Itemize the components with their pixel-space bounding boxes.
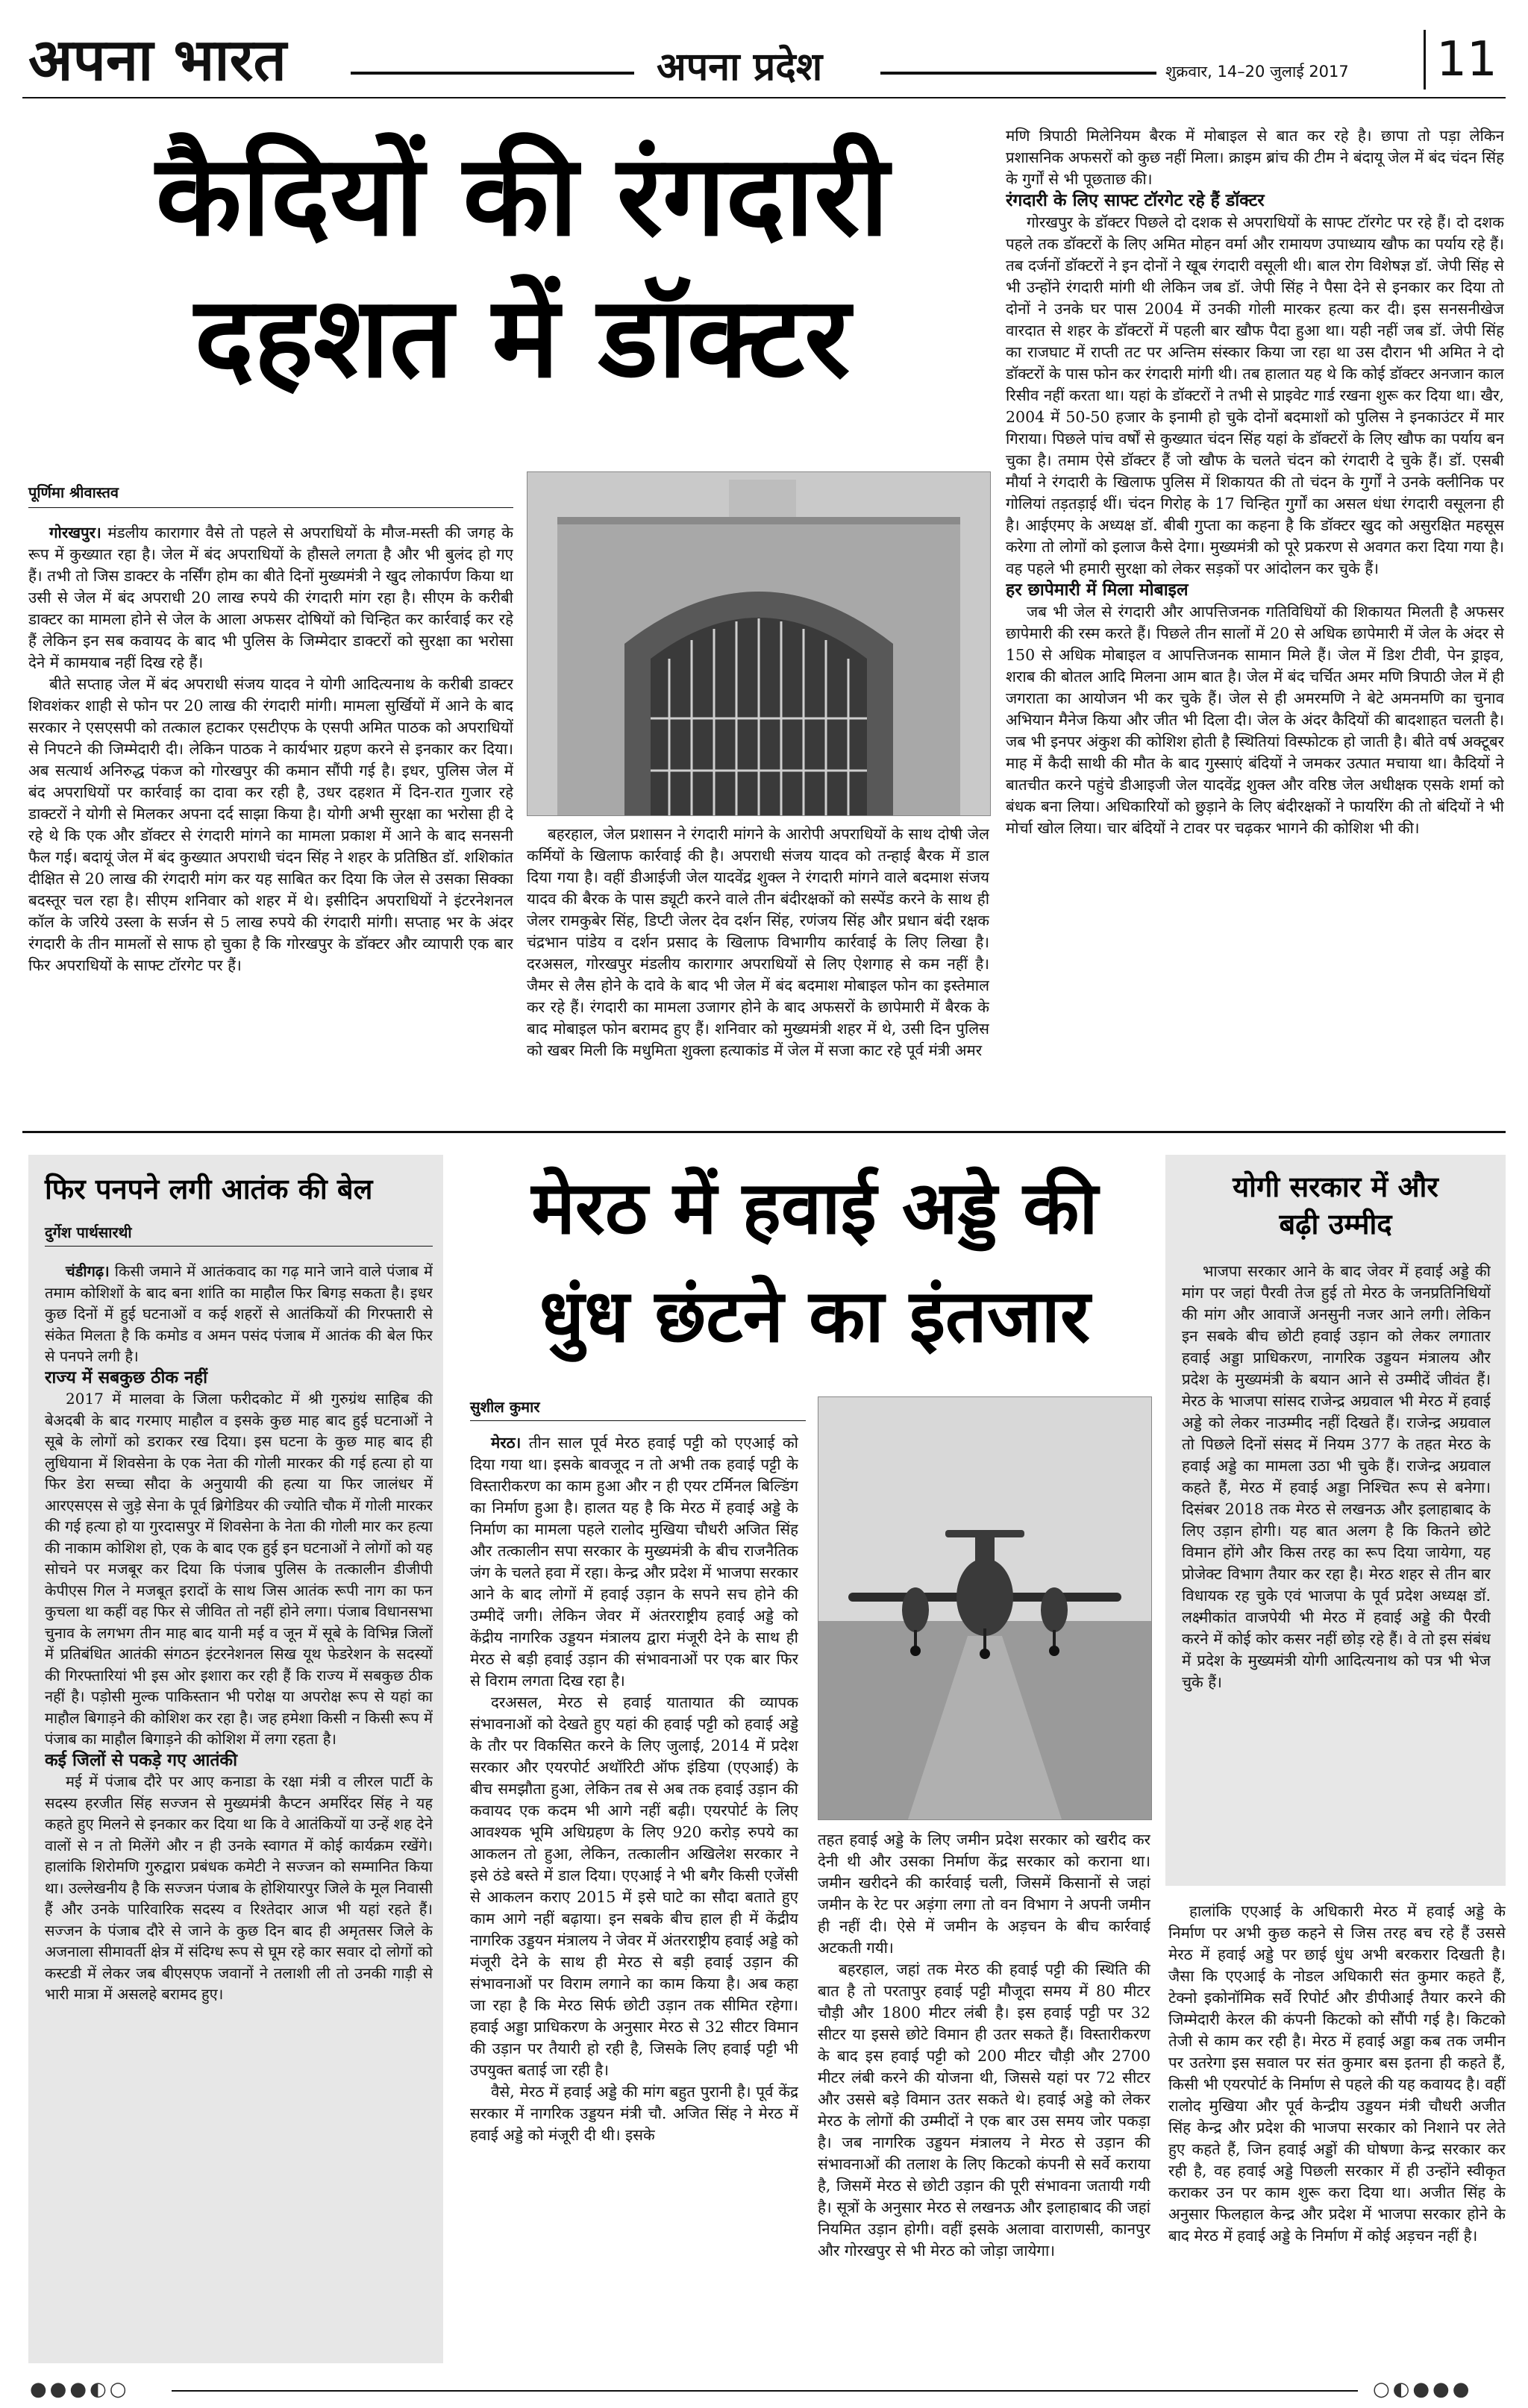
story4-body (1168, 1901, 1506, 2360)
story4-paragraph: हालांकि एएआई के अधिकारी मेरठ में हवाई अड्डे के निर्माण पर अभी कुछ कहने से जिस तरह बच रहे हैं उससे मेरठ में हवाई अड्डे पर छाई धुंध अभी बरकरार दिखती है। जैसा कि एएआई के नोडल अधिकारी संत कुमार कहते हैं, टेक्नो इकोनॉमिक सर्वे रिपोर्ट और डीपीआई तैयार करने की जिम्मेदारी केरल की कंपनी किटको को सौंपी गई है। किटको तेजी से काम कर रही है। मेरठ में हवाई अड्डा कब तक जमीन पर उतरेगा इस सवाल पर संत कुमार बस इतना ही कहते हैं, किसी भी एयरपोर्ट के निर्माण से पहले की यह कवायद है। वहीं रालोद मुखिया और पूर्व केन्द्रीय उड्डयन मंत्री चौधरी अजीत सिंह केन्द्र और प्रदेश की भाजपा सरकार को निशाने पर लेते हुए कहते हैं, जिन हवाई अड्डों की घोषणा केन्द्र सरकार कर रही है, वह हवाई अड्डे पिछली सरकार में ही उन्होंने स्वीकृत कराकर उन पर काम शुरू करा दिया था। अजीत सिंह के अनुसार फिलहाल केन्द्र और प्रदेश में भाजपा सरकार होने के बाद मेरठ में हवाई अड्डे के निर्माण में कोई अड़चन नहीं है। (1168, 1902, 1506, 2245)
masthead-bottom-rule (22, 97, 1506, 98)
section-divider (22, 1131, 1506, 1133)
footer-rule (172, 2390, 1358, 2392)
story3-headline-line1: मेरठ में हवाई अड्डे की (531, 1166, 1098, 1251)
story1-paragraph: जब भी जेल से रंगदारी और आपत्तिजनक गतिविधियों की शिकायत मिलती है अफसर छापेमारी की रस्म करते हैं। पिछले तीन सालों में 20 से अधिक छापेमारी में जेल के अंदर से 150 से अधिक मोबाइल व आपत्तिजनक सामान मिले हैं। जेल में डिश टीवी, पेन ड्राइव, शराब की बोतल आदि मिलना आम बात है। जेल में बंद चर्चित अमर मणि त्रिपाठी जेल में ही जगराता का आयोजन भी कर चुके हैं। जेल से ही अमरमणि ने बेटे अमनमणि का चुनाव अभियान मैनेज किया और जीत भी दिला दी। जेल के अंदर कैदियों की बादशाहत चलती है। जब भी इनपर अंकुश की कोशिश होती है स्थितियां विस्फोटक हो जाती है। बीते वर्ष अक्टूबर माह में कैदी साथी की मौत के बाद गुस्साएं बंदियों ने जमकर उत्पात मचाया था। कैदियों ने बातचीत करने पहुंचे डीआइजी जेल यादवेंद्र शुक्ल और वरिष्ठ जेल अधीक्षक एसके शर्मा को बंधक बना लिया। अधिकारियों को छुड़ाने के लिए बंदीरक्षकों ने फायरिंग की तो बंदियों ने भी मोर्चा खोल लिया। चार बंदियों ने टावर पर चढ़कर भागने की कोशिश भी की। (1006, 603, 1504, 837)
story1-column-3 (1006, 125, 1504, 1120)
story1-byline-rule (28, 507, 513, 508)
story2-paragraph: 2017 में मालवा के जिला फरीदकोट में श्री गुरुग्रंथ साहिब की बेअदबी के बाद गरमाए माहौल व इसके कुछ माह बाद हुई घटनाओं ने सूबे के लोगों को डराकर रख दिया। इस घटना के कुछ माह बाद ही लुधियाना में शिवसेना के एक नेता की गोली मारकर की गई हत्या हो या फिर डेरा सच्चा सौदा के अनुयायी की हत्या या फिर जालंधर में आरएसएस से जुड़े सेना के पूर्व ब्रिगेडियर की ज्योति चौक में गोली मारकर की गई हत्या हो या गुरदासपुर में शिवसेना के नेता की गोली मार कर हत्या की नाकाम कोशिश हो, एक के बाद एक हुई इन घटनाओं ने लोगों को यह सोचने पर मजबूर कर दिया कि पंजाब पुलिस के तत्कालीन डीजीपी केपीएस गिल ने मजबूत इरादों के साथ जिस आतंक रूपी नाग का फन कुचला था कहीं वह फिर से जीवित तो नहीं होने लगा। पंजाब विधानसभा चुनाव के लगभग तीन माह बाद यानी मई व जून में सूबे के विभिन्न जिलों में प्रतिबंधित आतंकी संगठन इंटरनेशनल सिख यूथ फेडरेशन के सदस्यों की गिरफ्तारियां भी इस ओर इशारा कर रही हैं कि राज्य में सबकुछ ठीक नहीं है। पड़ोसी मुल्क पाकिस्तान भी परोक्ष या अपरोक्ष रूप से यहां का माहौल बिगाड़ने की कोशिश कर रहा है। जह हमेशा किसी न किसी रूप में पंजाब का माहौल बिगाड़ने की कोशिश में लगा रहता है। (45, 1390, 433, 1748)
story1-subhead-soft-target: रंगदारी के लिए साफ्ट टॉरगेट रहे हैं डॉक्टर (1006, 191, 1265, 210)
story3-column-1 (470, 1432, 798, 2360)
footer-dots-right: ○◐●●● (1373, 2378, 1473, 2401)
story1-paragraph: बहरहाल, जेल प्रशासन ने रंगदारी मांगने के आरोपी अपराधियों के साथ दोषी जेल कर्मियों के खिलाफ कार्रवाई की है। अपराधी संजय यादव को तन्हाई बैरक में डाल दिया गया है। वहीं डीआईजी जेल यादवेंद्र शुक्ल ने रंगदारी मांगने वाले बदमाश संजय यादव की बैरक के पास ड्यूटी करने वाले तीन बंदीरक्षकों को सस्पेंड करने के साथ ही जेलर रामकुबेर सिंह, डिप्टी जेलर देव दर्शन सिंह, रणंजय सिंह और प्रधान बंदी रक्षक चंद्रभान पांडेय व दर्शन प्रसाद के खिलाफ विभागीय कार्रवाई के लिए लिखा है। दरअसल, गोरखपुर मंडलीय कारागार अपराधियों से लिए ऐशगाह से कम नहीं है। जैमर से लैस होने के दावे के बाद भी जेल में बंद बदमाश मोबाइल फोन का इस्तेमाल कर रहे हैं। रंगदारी का मामला उजागर होने के बाद अफसरों के छापेमारी में बैरक के बाद मोबाइल फोन बरामद हुए हैं। शनिवार को मुख्यमंत्री शहर में थे, उसी दिन पुलिस को खबर मिली कि मधुमिता शुक्ला हत्याकांड में जेल में सजा काट रहे पूर्व मंत्री अमर (527, 825, 989, 1059)
story3-paragraph: वैसे, मेरठ में हवाई अड्डे की मांग बहुत पुरानी है। पूर्व केंद्र सरकार में नागरिक उड्डयन मंत्री चौ. अजित सिंह ने मेरठ में हवाई अड्डे को मंजूरी दी थी। इसके (470, 2083, 798, 2144)
story3-headline (457, 1155, 1173, 1371)
story3-byline: सुशील कुमार (470, 1398, 540, 1416)
story2-byline: दुर्गेश पार्थसारथी (45, 1223, 132, 1241)
section-title: अपना प्रदेश (657, 44, 823, 90)
masthead-logo: अपना भारत (28, 26, 286, 94)
story3-byline-rule (470, 1420, 806, 1421)
page-number: 11 (1424, 30, 1508, 90)
story3-dateline: मेरठ। (491, 1434, 522, 1452)
story3-paragraph: तीन साल पूर्व मेरठ हवाई पट्टी को एएआई को दिया गया था। इसके बावजूद न तो अभी तक हवाई पट्टी के विस्तारीकरण का काम हुआ और न ही एयर टर्मिनल बिल्डिंग का निर्माण हुआ है। हालत यह है कि मेरठ में हवाई अड्डे के निर्माण का मामला पहले रालोद मुखिया चौधरी अजित सिंह और तत्कालीन सपा सरकार के मुख्यमंत्री के बीच राजनैतिक जंग के चलते हवा में रहा। केन्द्र और प्रदेश में भाजपा सरकार आने के बाद लोगों में हवाई उड़ान के सपने सच होने की उम्मीदें जगी। लेकिन जेवर में अंतरराष्ट्रीय हवाई अड्डे को केंद्रीय नागरिक उड्डयन मंत्रालय द्वारा मंजूरी देने के साथ ही मेरठ से बड़ी हवाई उड़ान की संभावनाओं पर एक बार फिर से विराम लगता दिख रहा है। (470, 1434, 798, 1690)
story4-body-boxed (1182, 1261, 1491, 1878)
story4-headline (1165, 1168, 1506, 1243)
story3-column-2 (818, 1829, 1150, 2360)
aircraft-illustration (818, 1397, 1151, 1819)
story4-headline-line1: योगी सरकार में और (1233, 1170, 1438, 1203)
story2-subhead-state: राज्य में सबकुछ ठीक नहीं (45, 1367, 208, 1388)
story1-byline: पूर्णिमा श्रीवास्तव (28, 483, 119, 501)
story3-paragraph: बहरहाल, जहां तक मेरठ की हवाई पट्टी की स्थिति की बात है तो परतापुर हवाई पट्टी मौजूदा समय में 80 मीटर चौड़ी और 1800 मीटर लंबी है। इस हवाई पट्टी पर 32 सीटर या इससे छोटे विमान ही उतर सकते हैं। विस्तारीकरण के बाद इस हवाई पट्टी को 200 मीटर चौड़ी और 2700 मीटर लंबी करने की योजना थी, जिससे यहां पर 72 सीटर और उससे बड़े विमान उतर सकते थे। हवाई अड्डे को लेकर मेरठ के लोगों की उम्मीदों ने एक बार उस समय जोर पकड़ा है। जब नागरिक उड्डयन मंत्रालय ने मेरठ से उड़ान की संभावनाओं की तलाश के लिए किटको कंपनी से सर्वे कराया है, जिसमें मेरठ से छोटी उड़ान की पूरी संभावना जतायी गयी है। सूत्रों के अनुसार मेरठ से लखनऊ और इलाहाबाद की जहां नियमित उड़ान होगी। वहीं इसके अलावा वाराणसी, कानपुर और गोरखपुर से भी मेरठ को जोड़ा जायेगा। (818, 1960, 1150, 2260)
story1-paragraph: मणि त्रिपाठी मिलेनियम बैरक में मोबाइल से बात कर रहे है। छापा तो पड़ा लेकिन प्रशासनिक अफसरों को कुछ नहीं मिला। क्राइम ब्रांच की टीम ने बंदायू जेल में बंद चंदन सिंह के गुर्गों से भी पूछताछ की। (1006, 127, 1504, 188)
story1-column-1 (28, 522, 513, 1120)
story1-subhead-raid-mobile: हर छापेमारी में मिला मोबाइल (1006, 580, 1189, 600)
story1-headline-line1: कैदियों की रंगदारी (155, 131, 889, 261)
story2-dateline: चंडीगढ़। (66, 1262, 110, 1280)
footer-dots-left: ●●●◐○ (30, 2378, 130, 2401)
story1-paragraph: बीते सप्ताह जेल में बंद अपराधी संजय यादव ने योगी आदित्यनाथ के करीबी डाक्टर शिवशंकर शाही से फोन पर 20 लाख की रंगदारी मांगी। मामला सुर्खियों में आने के बाद सरकार ने एसएसपी को तत्काल हटाकर एसटीएफ के एसपी अमित पाठक को अपराधियों से निपटने की जिम्मेदारी दी। लेकिन पाठक ने कार्यभार ग्रहण करने से इनकार कर दिया। अब सत्यार्थ अनिरुद्ध पंकज को गोरखपुर की कमान सौंपी गई है। इधर, पुलिस जेल में बंद अपराधियों पर कार्रवाई का दावा कर रही है, उधर दहशत में दिन-रात गुजार रहे डाक्टरों ने योगी से मिलकर अपना दर्द साझा किया है। योगी अभी सुरक्षा का भरोसा ही दे रहे थे कि एक और डॉक्टर से रंगदारी मांगने का मामला प्रकाश में आने के बाद सनसनी फैल गई। बदायूं जेल में बंद कुख्यात अपराधी चंदन सिंह ने शहर के प्रतिष्ठित डॉ. शशिकांत दीक्षित से 20 लाख की रंगदारी मांग कर यह साबित कर दिया कि जेल से उसका सिक्का बदस्तूर चल रहा है। सीएम शनिवार को शहर में थे। इसीदिन अपराधियों ने इंटरनेशनल कॉल के जरिये उस्ला के सर्जन से 5 लाख रुपये की रंगदारी मांगी। सप्ताह भर के अंदर रंगदारी के तीन मामलों से साफ हो चुका है कि गोरखपुर के डॉक्टर और व्यापारी एक बार फिर अपराधियों के साफ्ट टॉरगेट पर हैं। (28, 675, 513, 974)
story4-headline-line2: बढ़ी उम्मीद (1279, 1208, 1392, 1241)
story1-paragraph: गोरखपुर के डॉक्टर पिछले दो दशक से अपराधियों के साफ्ट टॉरगेट पर रहे हैं। दो दशक पहले तक डॉक्टरों के लिए अमित मोहन वर्मा और रामायण उपाध्याय खौफ का पर्याय रहे हैं। तब दर्जनों डॉक्टरों ने इन दोनों ने खूब रंगदारी वसूली थी। बाल रोग विशेषज्ञ डॉ. जेपी सिंह से भी उन्होंने रंगदारी मांगी थी लेकिन जब डॉ. जेपी सिंह ने पैसा देने से इनकार कर दिया तो दोनों ने उनके घर पास 2004 में उनकी गोली मारकर हत्या कर दी। इस सनसनीखेज वारदात से शहर के डॉक्टरों में पहली बार खौफ पैदा हुआ था। यही नहीं जब डॉ. जेपी सिंह का राजघाट में राप्ती तट पर अन्तिम संस्कार किया जा रहा था उस दौरान भी अमित ने दो डॉक्टरों के पास फोन कर रंगदारी मांगी थी। तब हालात यह थे कि कोई डॉक्टर अनजान काल रिसीव नहीं करता था। यहां के डॉक्टरों ने तभी से प्राइवेट गार्ड रखना शुरू कर दिया था। खैर, 2004 में 50-50 हजार के इनामी हो चुके दोनों बदमाशों को पुलिस ने इनकाउंटर में मार गिराया। पिछले पांच वर्षों से कुख्यात चंदन सिंह यहां के डॉक्टरों के लिए खौफ का पर्याय बन चुका है। तमाम ऐसे डॉक्टर हैं जो खौफ के चलते चंदन को रंगदारी दे चुके हैं। डॉ. एसबी मौर्या ने रंगदारी के खिलाफ पुलिस में शिकायत की तो चंदन के गुर्गों ने उनके क्लीनिक पर गोलियां तड़तड़ाई थीं। चंदन गिरोह के 17 चिन्हित गुर्गों का असल धंधा रंगदारी वसूलना ही है। आईएमए के अध्यक्ष डॉ. बीबी गुप्ता का कहना है कि डॉक्टर खुद को असुरक्षित महसूस करेगा तो लोगों को इलाज कैसे देगा। मुख्यमंत्री को पूरे प्रकरण से अवगत करा दिया गया है। वह पहले भी हमारी सुरक्षा को लेकर सड़कों पर आंदोलन कर चुके हैं। (1006, 213, 1504, 577)
story2-paragraph: किसी जमाने में आतंकवाद का गढ़ माने जाने वाले पंजाब में तमाम कोशिशों के बाद बना शांति का माहौल फिर बिगड़ सकता है। इधर कुछ दिनों में हुई घटनाओं व कई शहरों से आतंकियों की गिरफ्तारी से संकेत मिलता है कि कमोड व अमन पसंद पंजाब में आतंक की बेल फिर से पनपने लगी है। (45, 1262, 433, 1365)
story2-byline-rule (45, 1246, 433, 1247)
story1-paragraph: मंडलीय कारागार वैसे तो पहले से अपराधियों के मौज-मस्ती की जगह के रूप में कुख्यात रहा है। जेल में बंद अपराधियों के हौसले लगता है और भी बुलंद हो गए हैं। तभी तो जिस डाक्टर के नर्सिंग होम का बीते दिनों मुख्यमंत्री ने खुद लोकार्पण किया था उसी से जेल में बंद अपराधी 20 लाख रुपये की रंगदारी मांग रहा है। सीएम के करीबी डाक्टर का मामला होने से जेल के आला अफसर दोषियों को चिन्हित कर कार्रवाई कर रहे हैं लेकिन इन सब कवायद के बाद भी पुलिस के जिम्मेदार डाक्टरों को सुरक्षा का भरोसा देने में कामयाब नहीं दिख रहे हैं। (28, 524, 513, 671)
story1-headline (45, 125, 1000, 409)
story3-paragraph: दरअसल, मेरठ से हवाई यातायात की व्यापक संभावनाओं को देखते हुए यहां की हवाई पट्टी को हवाई अड्डे के तौर पर विकसित करने के लिए जुलाई, 2014 में प्रदेश सरकार और एयरपोर्ट अथॉरिटी ऑफ इंडिया (एएआई) के बीच समझौता हुआ, लेकिन तब से अब तक हवाई उड़ान की कवायद एक कदम भी आगे नहीं बढ़ी। एयरपोर्ट के लिए आवश्यक भूमि अधिग्रहण के लिए 920 करोड़ रुपये का आकलन तो हुआ, लेकिन, तत्कालीन अखिलेश सरकार ने इसे ठंडे बस्ते में डाल दिया। एएआई ने भी बगैर किसी एजेंसी से आकलन कराए 2015 में इसे घाटे का सौदा बताते हुए काम आगे नहीं बढ़ाया। इन सबके बीच हाल ही में केंद्रीय नागरिक उड्डयन मंत्रालय ने जेवर में अंतरराष्ट्रीय हवाई अड्डे को मंजूरी देने के साथ ही मेरठ से बड़ी हवाई उड़ान की संभावनाओं पर विराम लगाने का काम किया है। अब कहा जा रहा है कि मेरठ सिर्फ छोटी उड़ान तक सीमित रहेगा। हवाई अड्डा प्राधिकरण के अनुसार मेरठ से 32 सीटर विमान की उड़ान पर तैयारी हो रही है, जिसके लिए हवाई पट्टी भी उपयुक्त बताई जा रही है। (470, 1693, 798, 2079)
story1-headline-line2: दहशत में डॉक्टर (194, 273, 851, 403)
story3-headline-line2: धुंध छंटने का इंतजार (539, 1274, 1091, 1359)
story2-headline: फिर पनपने लगी आतंक की बेल (45, 1173, 373, 1205)
jail-gate-photo (527, 471, 991, 816)
story2-subhead-arrests: कई जिलों से पकड़े गए आतंकी (45, 1750, 238, 1770)
story1-column-2 (527, 824, 989, 1119)
aircraft-photo (818, 1396, 1152, 1820)
story1-dateline: गोरखपुर। (49, 524, 101, 542)
masthead-rule-right (880, 72, 1156, 75)
story2-body (45, 1261, 433, 2357)
story2-paragraph: मई में पंजाब दौरे पर आए कनाडा के रक्षा मंत्री व लीरल पार्टी के सदस्य हरजीत सिंह सज्जन से मुख्यमंत्री कैप्टन अमरिंदर सिंह ने यह कहते हुए मिलने से इनकार कर दिया था कि वे आतंकियों या उन्हें शह देने वालों से न तो मिलेंगे और न ही उनके स्वागत में कोई कार्यक्रम रखेंगे। हालांकि शिरोमणि गुरुद्वारा प्रबंधक कमेटी ने सज्जन को सम्मानित किया था। उल्लेखनीय है कि सज्जन पंजाब के होशियारपुर जिले के मूल निवासी हैं और उनके पारिवारिक सदस्य व रिश्तेदार आज भी यहां रहते हैं। सज्जन के पंजाब दौरे से जाने के कुछ दिन बाद ही अमृतसर जिले के अजनाला सीमावर्ती क्षेत्र में संदिग्ध रूप से घूम रहे कार सवार दो लोगों को कस्टडी में लेकर जब बीएसएफ जवानों ने तलाशी ली तो उनकी गाड़ी से भारी मात्रा में असलहे बरामद हुए। (45, 1772, 433, 2003)
jail-gate-illustration (527, 472, 990, 815)
story3-paragraph: तहत हवाई अड्डे के लिए जमीन प्रदेश सरकार को खरीद कर देनी थी और उसका निर्माण केंद्र सरकार को कराना था। जमीन खरीदने की कार्रवाई चली, जिसमें किसानों से जहां जमीन के रेट पर अड़ंगा लगा तो वन विभाग ने अपनी जमीन ही नहीं दी। ऐसे में जमीन के अड़चन के बीच कार्रवाई अटकती गयी। (818, 1831, 1150, 1957)
masthead-rule-left (351, 72, 634, 75)
story4-paragraph: भाजपा सरकार आने के बाद जेवर में हवाई अड्डे की मांग पर जहां पैरवी तेज हुई तो मेरठ के जनप्रतिनिधियों की मांग और आवाजें अनसुनी नजर आने लगी। लेकिन इन सबके बीच छोटी हवाई उड़ान को लेकर लगातार हवाई अड्डा प्राधिकरण, नागरिक उड्डयन मंत्रालय और प्रदेश के मुख्यमंत्री के बयान आने से उम्मीदें जीवंत हैं। मेरठ के भाजपा सांसद राजेन्द्र अग्रवाल भी मेरठ में हवाई अड्डे को लेकर नाउम्मीद नहीं दिखते हैं। राजेन्द्र अग्रवाल तो पिछले दिनों संसद में नियम 377 के तहत मेरठ के हवाई अड्डे का मामला उठा भी चुके हैं। राजेन्द्र अग्रवाल कहते हैं, मेरठ में हवाई अड्डा निश्चित रूप से बनेगा। दिसंबर 2018 तक मेरठ से लखनऊ और इलाहाबाद के लिए उड़ान होगी। यह बात अलग है कि कितने छोटे विमान होंगे और किस तरह का रूप दिया जायेगा, यह प्रोजेक्ट विभाग तैयार कर रहा है। मेरठ शहर से तीन बार विधायक रह चुके एवं भाजपा के पूर्व प्रदेश अध्यक्ष डॉ. लक्ष्मीकांत वाजपेयी भी मेरठ में हवाई अड्डे की पैरवी करने में कोई कोर कसर नहीं छोड़ रहे हैं। वे तो इस संबंध में प्रदेश के मुख्यमंत्री योगी आदित्यनाथ को पत्र भी भेज चुके हैं। (1182, 1262, 1491, 1691)
issue-date: शुक्रवार, 14–20 जुलाई 2017 (1165, 63, 1349, 81)
